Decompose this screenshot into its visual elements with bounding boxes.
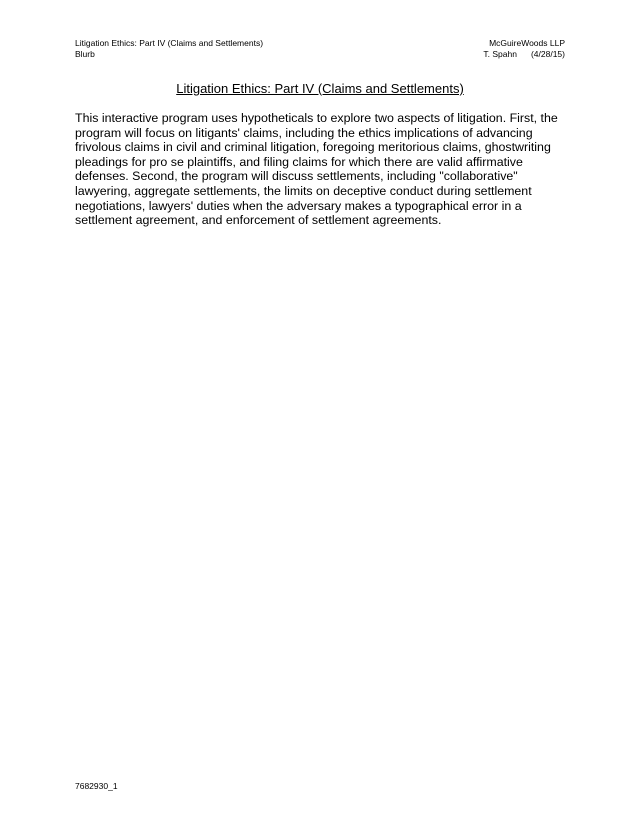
header-right [483, 38, 565, 60]
header-document-title: Litigation Ethics: Part IV (Claims and Settlements) [75, 38, 264, 48]
header-left [75, 38, 263, 60]
header-firm-name: McGuireWoods LLP [489, 38, 565, 48]
header-author-date [483, 49, 565, 60]
header-document-type: Blurb [75, 49, 95, 59]
header-author: T. Spahn [483, 49, 517, 59]
body-paragraph: This interactive program uses hypotheticals to explore two aspects of litigation. First, the program will focus on litigants' claims, including the ethics implications of advancing frivolous claims in civil and criminal litigation, foregoing meritorious claims, ghostwriting pleadings for pro se plaintiffs, and filing claims for which there are valid affirmative defenses. Second, the program will discuss settlements, including "collaborative" lawyering, aggregate settlements, the limits on deceptive conduct during settlement negotiations, lawyers' duties when the adversary makes a typographical error in a settlement agreement, and enforcement of settlement agreements. [75, 111, 558, 228]
footer-document-id: 7682930_1 [75, 781, 118, 791]
document-title: Litigation Ethics: Part IV (Claims and Settlements) [176, 81, 464, 96]
header-date: (4/28/15) [530, 49, 565, 59]
